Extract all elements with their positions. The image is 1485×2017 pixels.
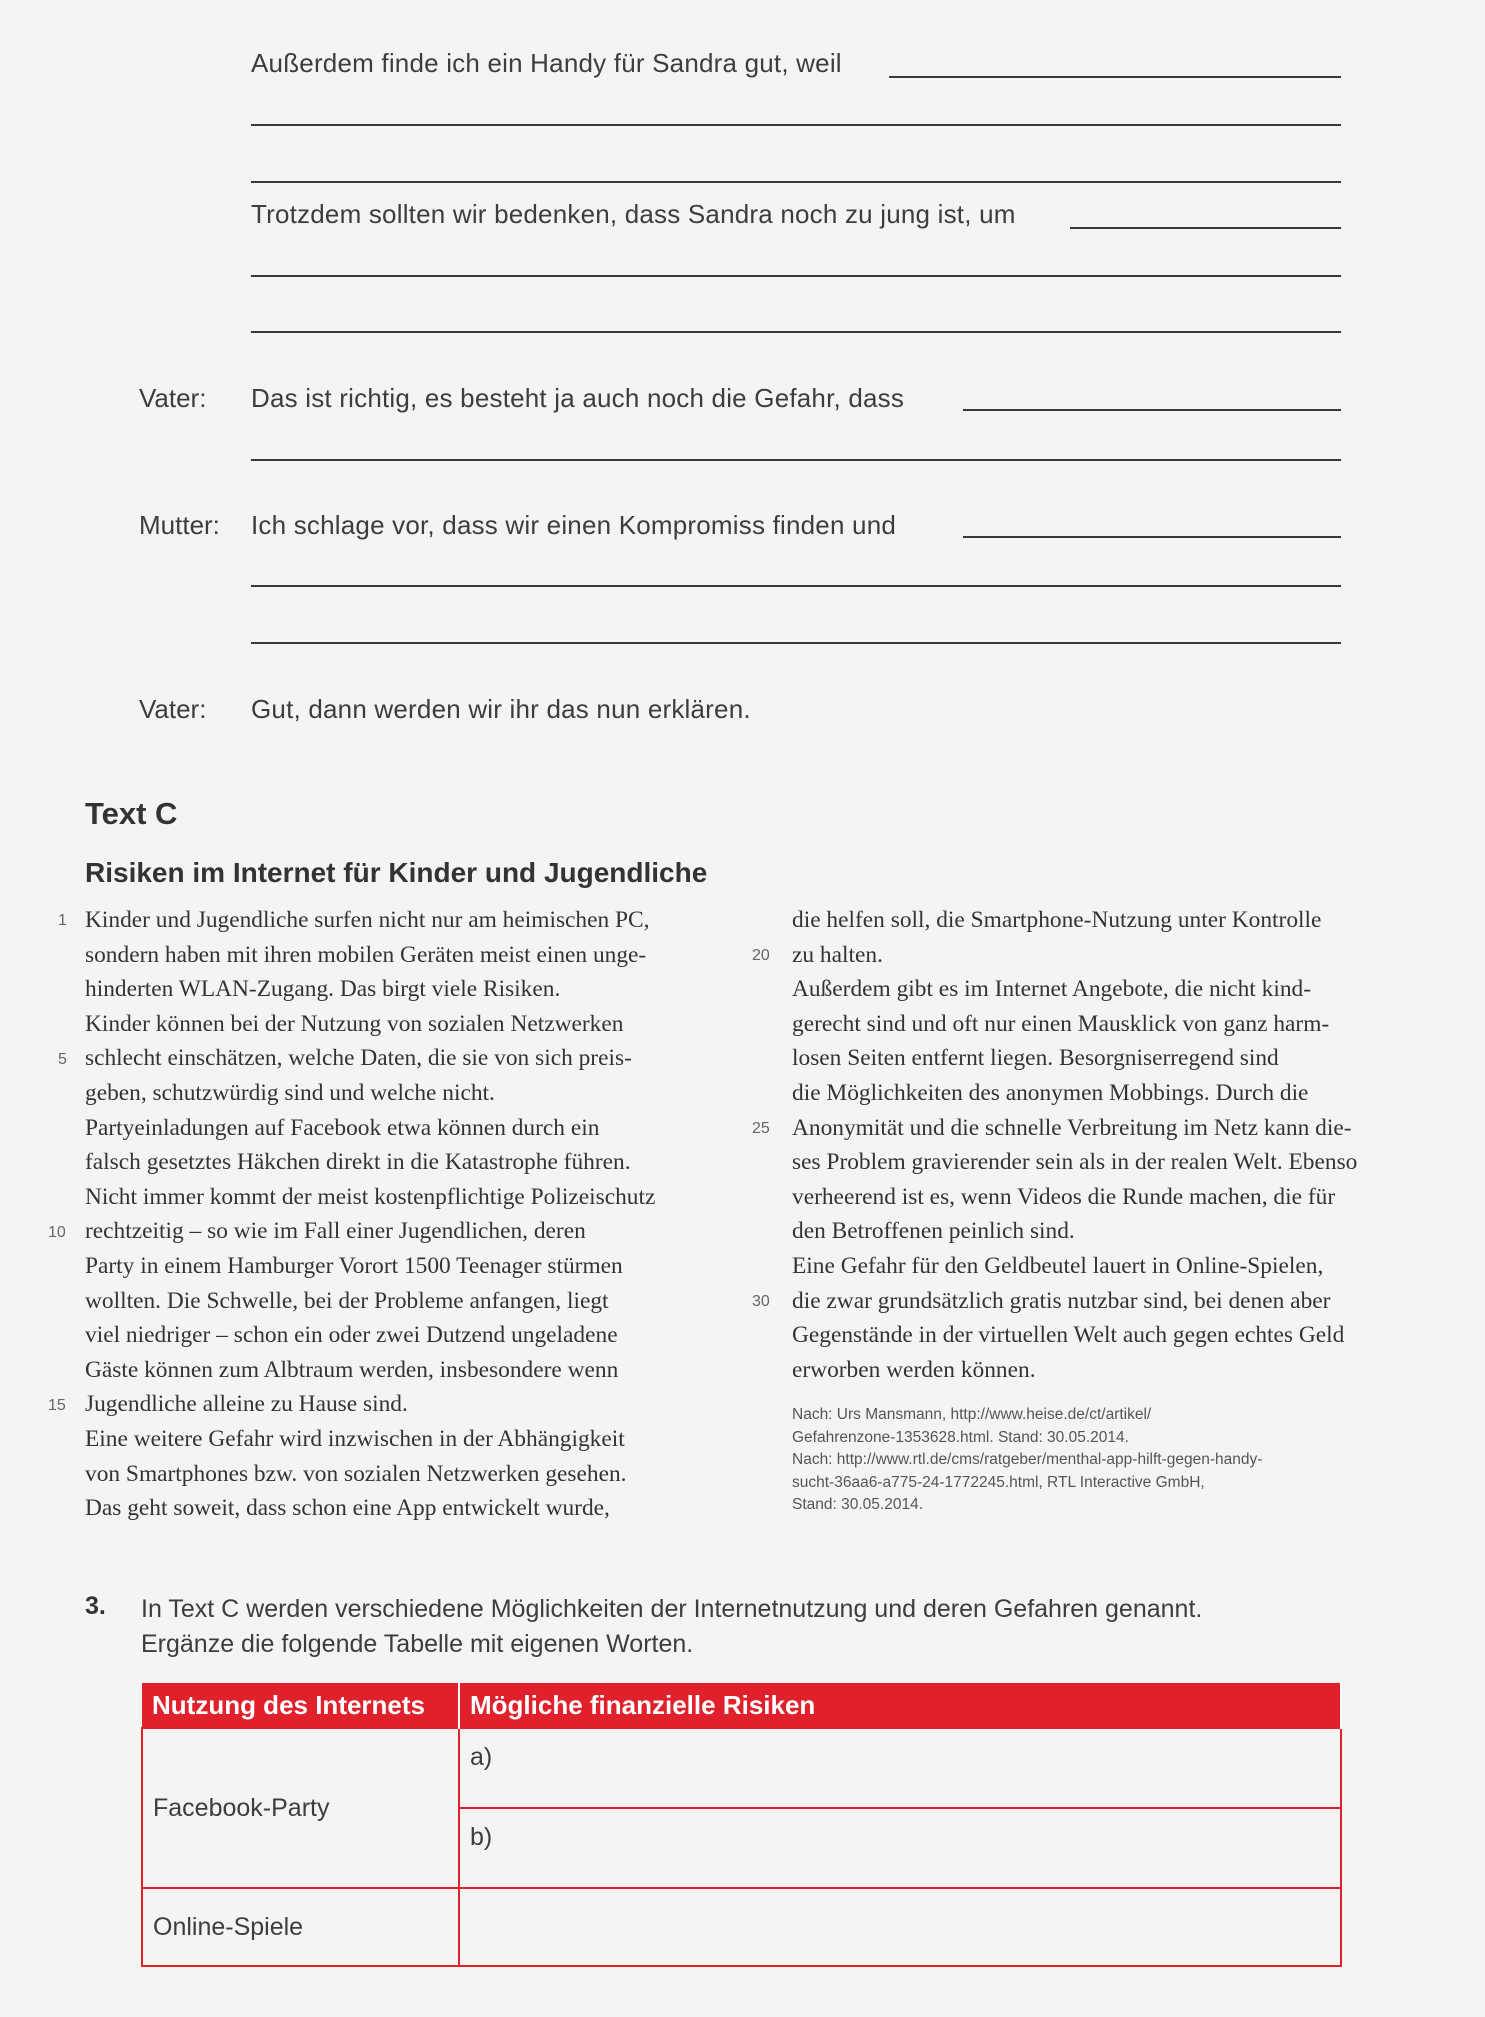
source-line: Nach: Urs Mansmann, http://www.heise.de/ct/artikel/	[792, 1406, 1152, 1423]
task-line: In Text C werden verschiedene Möglichkeiten der Internetnutzung und deren Gefahren genannt.	[141, 1595, 1203, 1623]
article-line: Nicht immer kommt der meist kostenpflichtige Polizeischutz	[85, 1183, 656, 1210]
article-line: verheerend ist es, wenn Videos die Runde machen, die für	[792, 1183, 1336, 1210]
article-title: Risiken im Internet für Kinder und Jugendliche	[85, 857, 708, 888]
article-line: gerecht sind und oft nur einen Mausklick von ganz harm-	[792, 1010, 1330, 1037]
article-line: schlecht einschätzen, welche Daten, die sie von sich preis-	[85, 1045, 632, 1072]
article-line: Party in einem Hamburger Vorort 1500 Teenager stürmen	[85, 1252, 623, 1279]
table-row	[142, 1728, 1341, 1808]
speaker-mutter: Mutter:	[139, 510, 220, 540]
task-number: 3.	[85, 1592, 106, 1620]
header-nutzung: Nutzung des Internets	[142, 1683, 459, 1728]
article-column-left	[85, 903, 714, 1526]
article-line: die Möglichkeiten des anonymen Mobbings. Durch die	[792, 1079, 1309, 1106]
source-line: Nach: http://www.rtl.de/cms/ratgeber/menthal-app-hilft-gegen-handy-	[792, 1451, 1263, 1468]
article-line: zu halten.	[792, 941, 883, 968]
article-line: ses Problem gravierender sein als in der realen Welt. Ebenso	[792, 1149, 1358, 1176]
article-line: geben, schutzwürdig sind und welche nicht.	[85, 1079, 495, 1106]
cell-facebook-party: Facebook-Party	[142, 1728, 459, 1888]
article-line: wollten. Die Schwelle, bei der Probleme anfangen, liegt	[85, 1287, 609, 1314]
answer-line[interactable]	[251, 642, 1341, 644]
line-number: 30	[752, 1293, 770, 1310]
table-row	[142, 1888, 1341, 1966]
dialogue-line-weil: Außerdem finde ich ein Handy für Sandra gut, weil	[251, 48, 842, 78]
line-number: 10	[48, 1224, 66, 1241]
article-line: viel niedriger – schon ein oder zwei Dutzend ungeladene	[85, 1322, 618, 1349]
source-line: sucht-36aa6-a775-24-1772245.html, RTL Interactive GmbH,	[792, 1473, 1205, 1491]
article-line: die zwar grundsätzlich gratis nutzbar sind, bei denen aber	[792, 1287, 1331, 1314]
table-header-row	[142, 1683, 1341, 1728]
section-heading: Text C	[85, 796, 178, 831]
article-line: falsch gesetztes Häkchen direkt in die Katastrophe führen.	[85, 1149, 631, 1176]
risk-table	[141, 1683, 1342, 1967]
article-line: Eine weitere Gefahr wird inzwischen in der Abhängigkeit	[85, 1425, 625, 1452]
article-line: hinderten WLAN-Zugang. Das birgt viele Risiken.	[85, 976, 561, 1003]
article-line: sondern haben mit ihren mobilen Geräten meist einen unge-	[85, 941, 647, 968]
article-line: Anonymität und die schnelle Verbreitung im Netz kann die-	[792, 1114, 1352, 1141]
answer-cell-a[interactable]: a)	[459, 1728, 1341, 1808]
article-line: die helfen soll, die Smartphone-Nutzung unter Kontrolle	[792, 907, 1322, 933]
dialogue-line-vater-final: Gut, dann werden wir ihr das nun erklären.	[251, 694, 751, 724]
dialogue-line-vater: Das ist richtig, es besteht ja auch noch die Gefahr, dass	[251, 383, 905, 413]
article-line: Gegenstände in der virtuellen Welt auch gegen echtes Geld	[792, 1322, 1345, 1349]
line-number: 20	[752, 947, 770, 964]
dialogue-line-trotzdem: Trotzdem sollten wir bedenken, dass Sandra noch zu jung ist, um	[251, 199, 1016, 229]
article-line: erworben werden können.	[792, 1356, 1036, 1383]
line-number: 5	[58, 1051, 67, 1068]
article-column-right	[792, 903, 1421, 1387]
article-line: Jugendliche alleine zu Hause sind.	[85, 1391, 408, 1418]
answer-cell-online[interactable]	[459, 1888, 1341, 1966]
article-line: Partyeinladungen auf Facebook etwa können durch ein	[85, 1114, 600, 1141]
answer-line[interactable]	[251, 331, 1341, 333]
header-risiken: Mögliche finanzielle Risiken	[459, 1683, 1341, 1728]
article-line: den Betroffenen peinlich sind.	[792, 1218, 1075, 1245]
article-line: von Smartphones bzw. von sozialen Netzwerken gesehen.	[85, 1460, 627, 1487]
answer-line[interactable]	[251, 181, 1341, 183]
article-line: Eine Gefahr für den Geldbeutel lauert in Online-Spielen,	[792, 1252, 1324, 1279]
cell-online-spiele: Online-Spiele	[142, 1888, 459, 1966]
answer-line[interactable]	[889, 76, 1341, 78]
task-instruction	[141, 1592, 1202, 1662]
line-number: 1	[58, 912, 67, 929]
line-number: 15	[48, 1397, 66, 1414]
article-line: Kinder können bei der Nutzung von sozialen Netzwerken	[85, 1010, 624, 1037]
answer-line[interactable]	[251, 275, 1341, 277]
answer-cell-b[interactable]: b)	[459, 1808, 1341, 1888]
article-line: Das geht soweit, dass schon eine App entwickelt wurde,	[85, 1495, 610, 1522]
source-citation	[792, 1404, 1412, 1517]
answer-line[interactable]	[963, 409, 1341, 411]
article-line: Außerdem gibt es im Internet Angebote, die nicht kind-	[792, 976, 1312, 1003]
speaker-vater: Vater:	[139, 694, 207, 724]
answer-line[interactable]	[963, 536, 1341, 538]
speaker-vater: Vater:	[139, 383, 207, 413]
answer-line[interactable]	[251, 585, 1341, 587]
line-number: 25	[752, 1120, 770, 1137]
source-line: Gefahrenzone-1353628.html. Stand: 30.05.2014.	[792, 1428, 1129, 1446]
task-line: Ergänze die folgende Tabelle mit eigenen Worten.	[141, 1630, 694, 1658]
source-line: Stand: 30.05.2014.	[792, 1496, 924, 1513]
article-line: losen Seiten entfernt liegen. Besorgniserregend sind	[792, 1045, 1279, 1072]
answer-line[interactable]	[1070, 227, 1341, 229]
dialogue-line-mutter: Ich schlage vor, dass wir einen Kompromiss finden und	[251, 510, 897, 540]
article-line: Gäste können zum Albtraum werden, insbesondere wenn	[85, 1356, 619, 1383]
answer-line[interactable]	[251, 459, 1341, 461]
article-line: rechtzeitig – so wie im Fall einer Jugendlichen, deren	[85, 1218, 586, 1245]
article-line: Kinder und Jugendliche surfen nicht nur am heimischen PC,	[85, 907, 650, 933]
answer-line[interactable]	[251, 124, 1341, 126]
